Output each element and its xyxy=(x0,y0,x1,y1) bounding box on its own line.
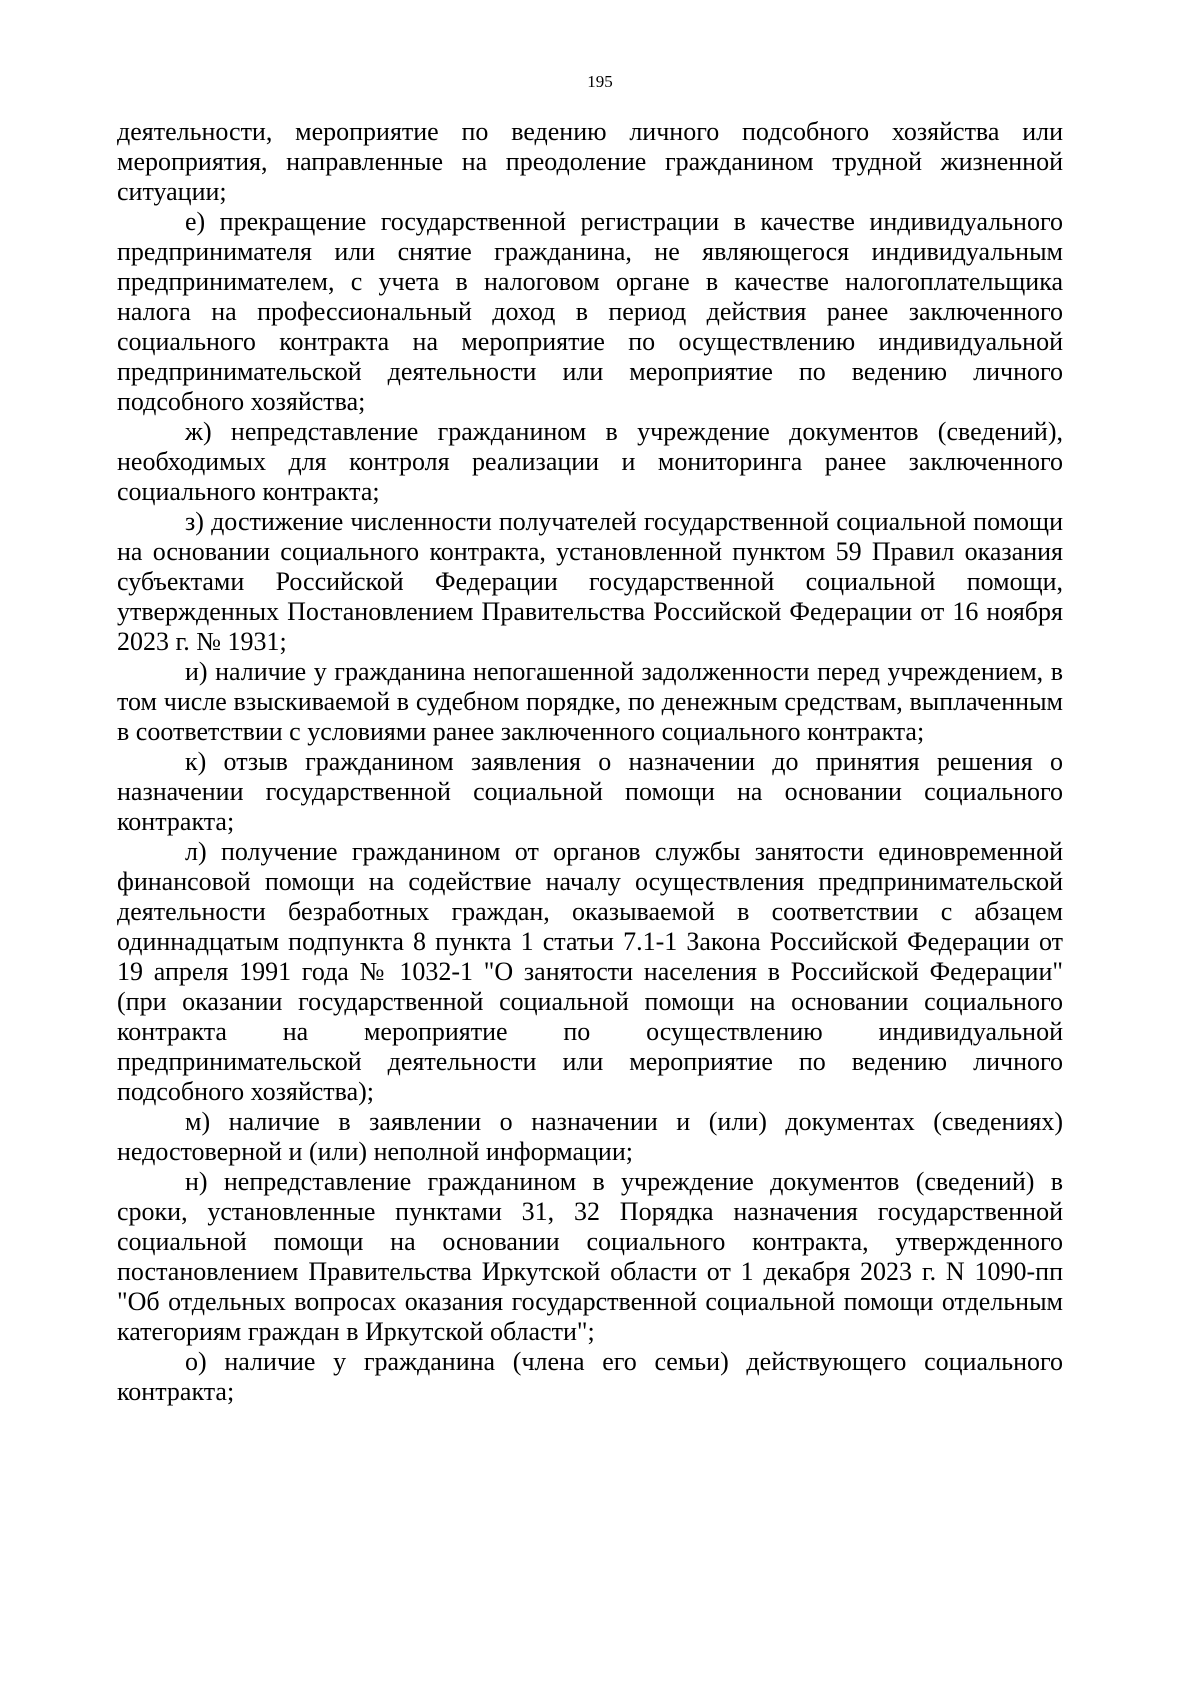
paragraph-text: отзыв гражданином заявления о назначении до принятия решения о назначении государственной социальной помощи на основании социального контракта; xyxy=(117,747,1063,836)
list-item-o xyxy=(117,1347,1063,1407)
list-marker: н) xyxy=(185,1167,208,1196)
list-marker: е) xyxy=(185,207,206,236)
page-number: 195 xyxy=(587,72,613,91)
list-item-i xyxy=(117,657,1063,747)
paragraph-text: непредставление гражданином в учреждение документов (сведений) в сроки, установленные пунктами 31, 32 Порядка назначения государственной социальной помощи на основании социального контракта, утвержденного постановлением Правительства Иркутской области от 1 декабря 2023 г. N 1090-пп "Об отдельных вопросах оказания государственной социальной помощи отдельным категориям граждан в Иркутской области"; xyxy=(117,1167,1063,1346)
list-item-l xyxy=(117,837,1063,1107)
list-item-z xyxy=(117,507,1063,657)
paragraph-text: достижение численности получателей государственной социальной помощи на основании социального контракта, установленной пунктом 59 Правил оказания субъектами Российской Федерации государственной социальной помощи, утвержденных Постановлением Правительства Российской Федерации от 16 ноября 2023 г. № 1931; xyxy=(117,507,1063,656)
paragraph-continuation xyxy=(117,117,1063,207)
paragraph-text: наличие у гражданина (члена его семьи) действующего социального контракта; xyxy=(117,1347,1063,1406)
list-item-n xyxy=(117,1167,1063,1347)
paragraph-text: наличие у гражданина непогашенной задолженности перед учреждением, в том числе взыскиваемой в судебном порядке, по денежным средствам, выплаченным в соответствии с условиями ранее заключенного социального контракта; xyxy=(117,657,1063,746)
list-marker: о) xyxy=(185,1347,207,1376)
list-item-m xyxy=(117,1107,1063,1167)
list-item-k xyxy=(117,747,1063,837)
list-marker: м) xyxy=(185,1107,211,1136)
list-item-zh xyxy=(117,417,1063,507)
list-marker: з) xyxy=(185,507,204,536)
list-marker: и) xyxy=(185,657,208,686)
paragraph-text: наличие в заявлении о назначении и (или) документах (сведениях) недостоверной и (или) неполной информации; xyxy=(117,1107,1063,1166)
list-marker: к) xyxy=(185,747,207,776)
list-marker: ж) xyxy=(185,417,212,446)
paragraph-text: получение гражданином от органов службы занятости единовременной финансовой помощи на содействие началу осуществления предпринимательской деятельности безработных граждан, оказываемой в соответствии с абзацем одиннадцатым подпункта 8 пункта 1 статьи 7.1-1 Закона Российской Федерации от 19 апреля 1991 года № 1032-1 "О занятости населения в Российской Федерации" (при оказании государственной социальной помощи на основании социального контракта на мероприятие по осуществлению индивидуальной предпринимательской деятельности или мероприятие по ведению личного подсобного хозяйства); xyxy=(117,837,1063,1106)
list-item-e xyxy=(117,207,1063,417)
paragraph-text: непредставление гражданином в учреждение документов (сведений), необходимых для контроля реализации и мониторинга ранее заключенного социального контракта; xyxy=(117,417,1063,506)
paragraph-text: прекращение государственной регистрации в качестве индивидуального предпринимателя или снятие гражданина, не являющегося индивидуальным предпринимателем, с учета в налоговом органе в качестве налогоплательщика налога на профессиональный доход в период действия ранее заключенного социального контракта на мероприятие по осуществлению индивидуальной предпринимательской деятельности или мероприятие по ведению личного подсобного хозяйства; xyxy=(117,207,1063,416)
paragraph-text: деятельности, мероприятие по ведению личного подсобного хозяйства или мероприятия, направленные на преодоление гражданином трудной жизненной ситуации; xyxy=(117,117,1063,206)
list-marker: л) xyxy=(185,837,207,866)
document-body xyxy=(117,117,1063,1407)
